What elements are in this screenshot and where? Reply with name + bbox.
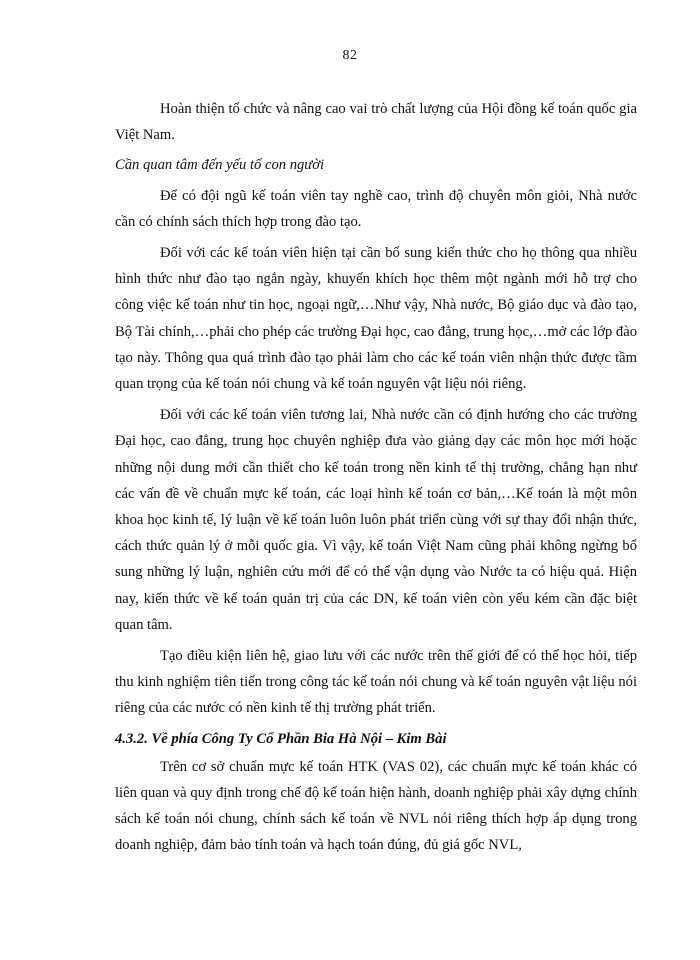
paragraph-future-accountants: Đối với các kế toán viên tương lai, Nhà nước cần có định hướng cho các trường Đại học, cao đẳng, trung học chuyên nghiệp đưa vào giảng dạy các môn học mới hoặc những nội dung mới cần thiết cho kế toán trong nền kinh tế thị trường, chẳng hạn như các vấn đề về chuẩn mực kế toán, các loại hình kế toán cơ bản,…Kế toán là một môn khoa học kinh tế, lý luận về kế toán luôn luôn phát triển cùng với sự thay đổi nhận thức, cách thức quản lý ở mỗi quốc gia. Vì vậy, kế toán Việt Nam cũng phải không ngừng bổ sung những lý luận, nghiên cứu mới để có thể vận dụng vào Nước ta có hiệu quả. Hiện nay, kiến thức về kế toán quản trị của các DN, kế toán viên còn yếu kém cần đặc biệt quan tâm. — [115, 407, 637, 633]
page-number: 82 — [342, 48, 358, 63]
section-heading-company: 4.3.2. Về phía Công Ty Cổ Phần Bia Hà Nội – Kim Bài — [115, 730, 447, 747]
subheading-human-factor: Cần quan tâm đến yếu tố con người — [115, 157, 325, 174]
paragraph-current-accountants: Đối với các kế toán viên hiện tại cần bổ sung kiến thức cho họ thông qua nhiều hình thức như đào tạo ngắn ngày, khuyến khích học thêm một ngành mới hỗ trợ cho công việc kế toán như tin học, ngoại ngữ,…Như vậy, Nhà nước, Bộ giáo dục và đào tạo, Bộ Tài chính,…phải cho phép các trường Đại học, cao đẳng, trung học,…mở các lớp đào tạo này. Thông qua quá trình đào tạo phải làm cho các kế toán viên nhận thức được tầm quan trọng của kế toán nói chung và kế toán nguyên vật liệu nói riêng. — [115, 245, 637, 393]
paragraph-training-policy: Để có đội ngũ kế toán viên tay nghề cao, trình độ chuyên môn giỏi, Nhà nước cần có chính sách thích hợp trong đào tạo. — [115, 187, 637, 230]
paragraph-vas02: Trên cơ sở chuẩn mực kế toán HTK (VAS 02), các chuẩn mực kế toán khác có liên quan và quy định trong chế độ kế toán hiện hành, doanh nghiệp phải xây dựng chính sách kế toán nói chung, chính sách kế toán về NVL nói riêng thích hợp áp dụng trong doanh nghiệp, đảm bảo tính toán và hạch toán đúng, đủ giá gốc NVL, — [115, 758, 637, 854]
page-body — [115, 96, 637, 859]
paragraph-international-exchange: Tạo điều kiện liên hệ, giao lưu với các nước trên thế giới để có thể học hỏi, tiếp thu kinh nghiệm tiên tiến trong công tác kế toán nói chung và kế toán nguyên vật liệu nói riêng của các nước có nền kinh tế thị trường phát triển. — [115, 648, 637, 717]
paragraph-council: Hoàn thiện tổ chức và nâng cao vai trò chất lượng của Hội đồng kế toán quốc gia Việt Nam. — [115, 101, 637, 144]
